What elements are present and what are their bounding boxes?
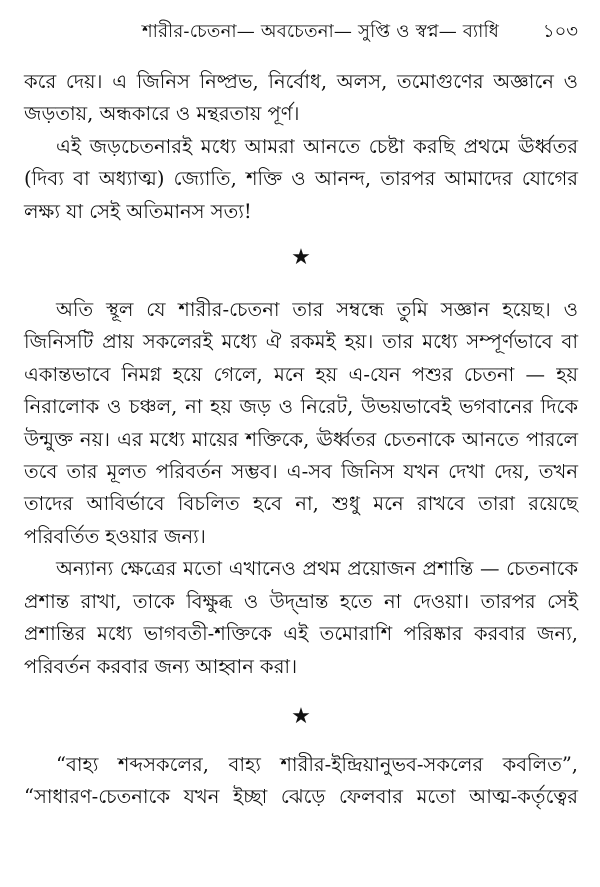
section-break-star-icon: ★ (291, 245, 311, 271)
page-number: ১০৩ (542, 21, 578, 42)
running-title: শারীর-চেতনা— অবচেতনা— সুপ্তি ও স্বপ্ন— ব্যাধি (142, 21, 499, 42)
running-header (24, 14, 578, 50)
paragraph-quote: “বাহ্য শব্দসকলের, বাহ্য শারীর-ইন্দ্রিয়ানুভব-সকলের কবলিত”, “সাধারণ-চেতনাকে যখন ইচ্ছা ঝেড়ে ফেলবার মতো আত্ম-কর্তৃত্বের (24, 752, 578, 809)
paragraph: অতি স্থূল যে শারীর-চেতনা তার সম্বন্ধে তুমি সজ্ঞান হয়েছ। ও জিনিসটি প্রায় সকলেরই মধ্যে ঐ রকমই হয়। তার মধ্যে সম্পূর্ণভাবে বা একান্তভাবে নিমগ্ন হয়ে গেলে, মনে হয় এ-যেন পশুর চেতনা — হয় নিরালোক ও চঞ্চল, না হয় জড় ও নিরেট, উভয়ভাবেই ভগবানের দিকে উন্মুক্ত নয়। এর মধ্যে মায়ের শক্তিকে, ঊর্ধ্বতর চেতনাকে আনতে পারলে তবে তার মূলত পরিবর্তন সম্ভব। এ-সব জিনিস যখন দেখা দেয়, তখন তাদের আবির্ভাবে বিচলিত হবে না, শুধু মনে রাখবে তারা রয়েছে পরিবর্তিত হওয়ার জন্য। (24, 298, 578, 548)
paragraph: অন্যান্য ক্ষেত্রের মতো এখানেও প্রথম প্রয়োজন প্রশান্তি — চেতনাকে প্রশান্ত রাখা, তাকে বিক্ষুব্ধ ও উদ্‌ভ্রান্ত হতে না দেওয়া। তারপর সেই প্রশান্তির মধ্যে ভাগবতী-শক্তিকে এই তমোরাশি পরিষ্কার করবার জন্য, পরিবর্তন করবার জন্য আহ্বান করা। (24, 557, 578, 678)
paragraph-continued: করে দেয়। এ জিনিস নিষ্প্রভ, নির্বোধ, অলস, তমোগুণের অজ্ঞানে ও জড়তায়, অন্ধকারে ও মন্থরতায় পূর্ণ। (24, 70, 578, 126)
paragraph: এই জড়চেতনারই মধ্যে আমরা আনতে চেষ্টা করছি প্রথমে ঊর্ধ্বতর (দিব্য বা অধ্যাত্ম) জ্যোতি, শক্তি ও আনন্দ, তারপর আমাদের যোগের লক্ষ্য যা সেই অতিমানস সত্য! (24, 134, 578, 223)
page-body (24, 66, 578, 814)
section-break-star-icon: ★ (291, 703, 311, 729)
